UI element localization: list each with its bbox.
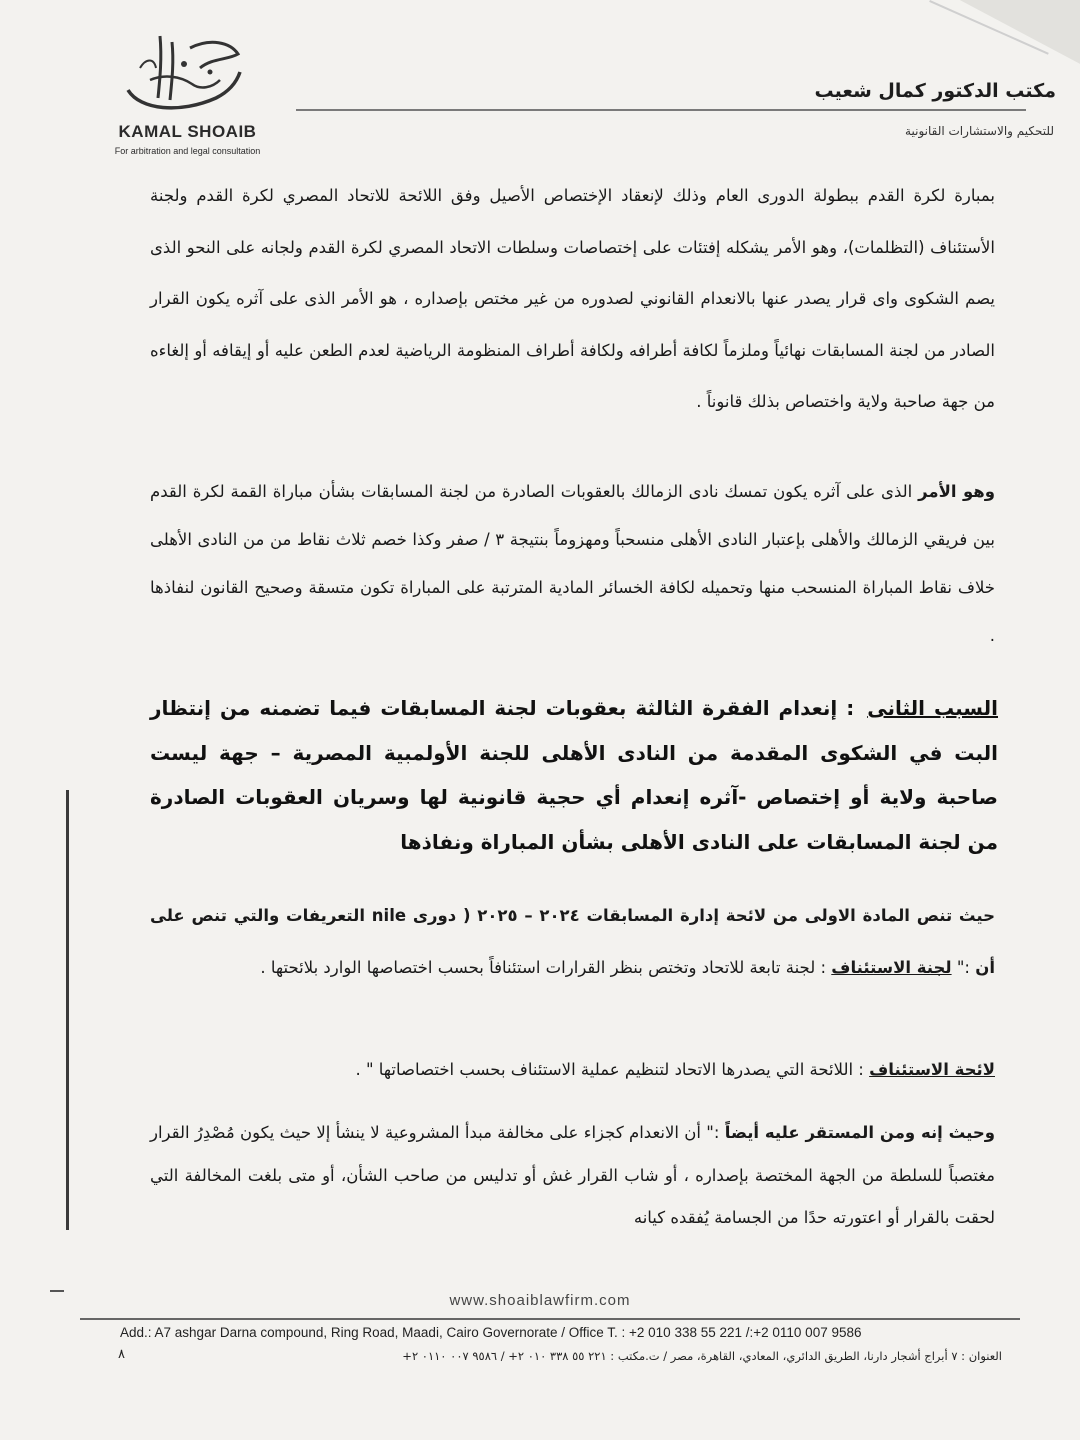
logo-name: KAMAL SHOAIB: [118, 122, 257, 141]
footer-address-ar: العنوان : ٧ أبراج أشجار دارنا، الطريق الدائري، المعادي، القاهرة، مصر / ت.مكتب : ٢٢١ ٥٥ ٣٣٨ ٠١٠ ٢+ / ٩٥٨٦ ٠٠٧ ٠١١٠ ٢+: [402, 1349, 1002, 1363]
paragraph-5: [150, 1112, 995, 1240]
paragraph-4: [150, 1050, 995, 1090]
paragraph-4-term: لائحة الاستئناف: [869, 1060, 995, 1079]
paragraph-3-term: لجنة الاستئناف: [831, 957, 952, 977]
footer-address-en: Add.: A7 ashgar Darna compound, Ring Road, Maadi, Cairo Governorate / Office T. : +2 010 338 55 221 /:+2 0110 007 9586: [120, 1325, 862, 1340]
section-heading-text: : إنعدام الفقرة الثالثة بعقوبات لجنة المسابقات فيما تضمنه من إنتظار البت في الشكوى المقدمة من النادى الأهلى للجنة الأولمبية المصرية – جهة ليست صاحبة ولاية أو إختصاص -آثره إنعدام أي حجية قانونية لها وسريان العقوبات الصادرة من لجنة المسابقات على النادى الأهلى بشأن المباراة ونفاذها: [150, 696, 998, 854]
section-heading: [150, 686, 998, 864]
paragraph-5-lead: وحيث إنه ومن المستقر عليه أيضاً: [724, 1123, 995, 1142]
paragraph-5-text: :" أن الانعدام كجزاء على مخالفة مبدأ المشروعية لا ينشأ إلا حيث يكون مُصْدِرُ القرار مغتصباً للسلطة من الجهة المختصة بإصداره ، أو شاب القرار غش أو تدليس من صاحب الشأن، أو متى بلغت المخالفة التي لحقت بالقرار أو اعتورته حدًا من الجسامة يُفقده كيانه: [150, 1123, 995, 1227]
paragraph-3-quote: :": [956, 957, 970, 977]
paragraph-3-text: : لجنة تابعة للاتحاد وتختص بنظر القرارات استئنافاً بحسب اختصاصها الوارد بلائحتها .: [260, 957, 827, 977]
margin-bar: [66, 790, 69, 1230]
footer-divider: [80, 1318, 1020, 1320]
calligraphy-logo-icon: [120, 28, 250, 123]
paragraph-4-text: : اللائحة التي يصدرها الاتحاد لتنظيم عملية الاستئناف بحسب اختصاصاتها " .: [355, 1060, 864, 1079]
section-heading-lead: السبب الثانى: [867, 696, 998, 720]
header-divider: [296, 109, 1026, 111]
paragraph-2: [150, 468, 995, 660]
paragraph-1: بمبارة لكرة القدم ببطولة الدورى العام وذلك لإنعقاد الإختصاص الأصيل وفق اللائحة للاتحاد المصري لكرة القدم ولجنة الأستئناف (التظلمات)، وهو الأمر يشكله إفتئات على إختصاصات وسلطات الاتحاد المصري لكرة القدم ولجانه على النحو الذى يصم الشكوى واى قرار يصدر عنها بالانعدام القانوني لصدوره من غير مختص بإصداره ، هو الأمر الذى على آثره يكون القرار الصادر من لجنة المسابقات نهائياً وملزماً لكافة أطرافه ولكافة أطراف المنظومة الرياضية لعدم الطعن عليه أو إيقافه أو إلغاءه من جهة صاحبة ولاية واختصاص بذلك قانوناً .: [150, 186, 995, 411]
office-name: مكتب الدكتور كمال شعيب: [814, 80, 1056, 102]
paragraph-2-lead: وهو الأمر: [918, 482, 995, 501]
logo-subtitle: For arbitration and legal consultation: [114, 146, 261, 156]
paragraph-3-lead: حيث تنص المادة الاولى من لائحة إدارة المسابقات ٢٠٢٤ – ٢٠٢٥ ( دورى nile التعريفات والتي تنص على أن: [150, 906, 996, 977]
paragraph-3: [150, 890, 995, 993]
footer-website: www.shoaiblawfirm.com: [449, 1292, 631, 1309]
firm-logo: [80, 28, 290, 168]
office-subtitle: للتحكيم والاستشارات القانونية: [905, 124, 1054, 138]
paragraph-2-text: الذى على آثره يكون تمسك نادى الزمالك بالعقوبات الصادرة من لجنة المسابقات بشأن مباراة القمة لكرة القدم بين فريقي الزمالك والأهلى بإعتبار النادى الأهلى منسحباً ومهزوماً بنتيجة ٣ / صفر وكذا خصم ثلاث نقاط من من النادى الأهلى خلاف نقاط المباراة المنسحب منها وتحميله لكافة الخسائر المادية المترتبة على المباراة تكون متسقة وصحيح القانون لنفاذها .: [150, 482, 995, 645]
page-fold: [960, 0, 1080, 71]
page-number: ٨: [118, 1347, 125, 1362]
